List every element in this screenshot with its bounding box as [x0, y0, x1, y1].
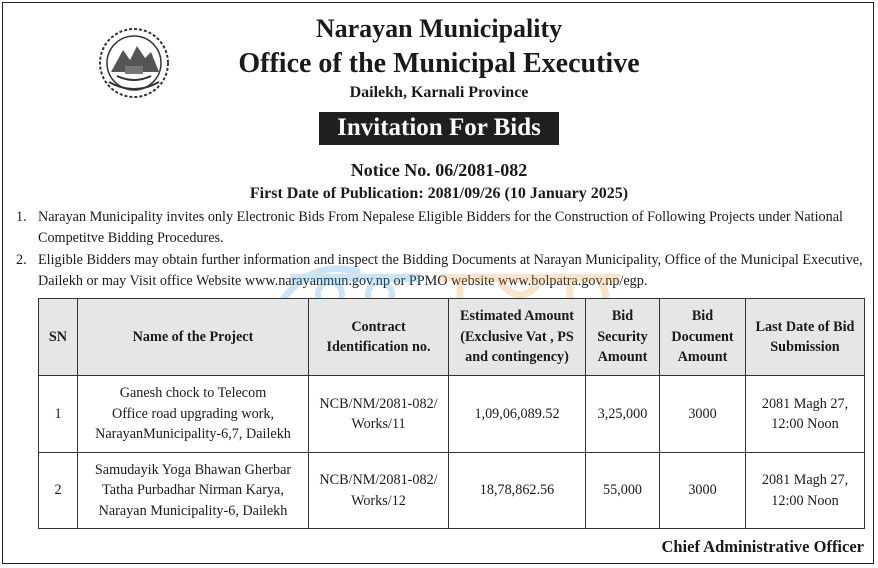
cell-security: 55,000	[586, 453, 660, 529]
cell-date	[746, 376, 865, 453]
cell-line: Narayan Municipality-6, Dailekh	[98, 502, 288, 519]
paragraph-2	[16, 250, 866, 292]
paragraph-text: Eligible Bidders may obtain further information and inspect the Bidding Documents at Narayan Municipality, Office of the Municipal Executive, Dailekh or may Visit office Website www.narayanmun.gov.np or PPMO website www.bolpatra.gov.np/egp.	[38, 252, 863, 289]
cell-line: Ganesh chock to Telecom	[119, 385, 267, 402]
cell-project	[78, 376, 309, 453]
paragraph-text: Narayan Municipality invites only Electronic Bids From Nepalese Eligible Bidders for the Construction of Following Projects under National Competitve Bidding Procedures.	[38, 209, 843, 246]
col-header-sn: SN	[39, 299, 78, 376]
col-header-amount: Estimated Amount (Exclusive Vat , PS and contingency)	[449, 299, 586, 376]
cell-line: 12:00 Noon	[771, 492, 839, 509]
col-header-document: Bid Document Amount	[660, 299, 746, 376]
cell-security: 3,25,000	[586, 376, 660, 453]
table-header-row	[39, 299, 865, 376]
cell-date	[746, 453, 865, 529]
office-location: Dailekh, Karnali Province	[349, 84, 529, 101]
publication-date: First Date of Publication: 2081/09/26 (10 January 2025)	[249, 185, 629, 202]
cell-contract	[309, 376, 449, 453]
banner-wrap	[0, 112, 878, 145]
cell-contract	[309, 453, 449, 529]
paragraph-number: 1.	[16, 209, 27, 225]
cell-line: NCB/NM/2081-082/	[319, 395, 438, 412]
cell-project	[78, 453, 309, 529]
col-header-contract: Contract Identification no.	[309, 299, 449, 376]
cell-line: NarayanMunicipality-6,7, Dailekh	[95, 426, 291, 443]
cell-line: NCB/NM/2081-082/	[319, 472, 438, 488]
cell-line: Works/11	[351, 416, 406, 432]
cell-line: Samudayik Yoga Bhawan Gherbar	[94, 461, 292, 478]
table-row	[39, 453, 865, 529]
paragraph-number: 2.	[16, 252, 27, 268]
cell-sn: 2	[39, 453, 78, 529]
cell-sn: 1	[39, 376, 78, 453]
col-header-security: Bid Security Amount	[586, 299, 660, 376]
cell-line: 2081 Magh 27,	[761, 472, 849, 488]
cell-line: Tatha Purbadhar Nirman Karya,	[102, 482, 284, 499]
cell-document: 3000	[660, 376, 746, 453]
col-header-project: Name of the Project	[78, 299, 309, 376]
cell-line: 12:00 Noon	[771, 416, 839, 432]
cell-amount: 18,78,862.56	[449, 453, 586, 529]
bids-table	[38, 298, 865, 529]
notice-number: Notice No. 06/2081-082	[350, 160, 528, 180]
cell-document: 3000	[660, 453, 746, 529]
signature: Chief Administrative Officer	[661, 537, 864, 556]
cell-line: Office road upgrading work,	[111, 405, 275, 422]
cell-line: 2081 Magh 27,	[761, 395, 849, 412]
paragraph-1	[16, 207, 866, 249]
cell-amount: 1,09,06,089.52	[449, 376, 586, 453]
table-row	[39, 376, 865, 453]
office-name: Office of the Municipal Executive	[238, 48, 640, 79]
org-name: Narayan Municipality	[315, 14, 563, 43]
cell-line: Works/12	[351, 492, 406, 509]
col-header-date: Last Date of Bid Submission	[746, 299, 865, 376]
invitation-banner: Invitation For Bids	[319, 112, 559, 145]
